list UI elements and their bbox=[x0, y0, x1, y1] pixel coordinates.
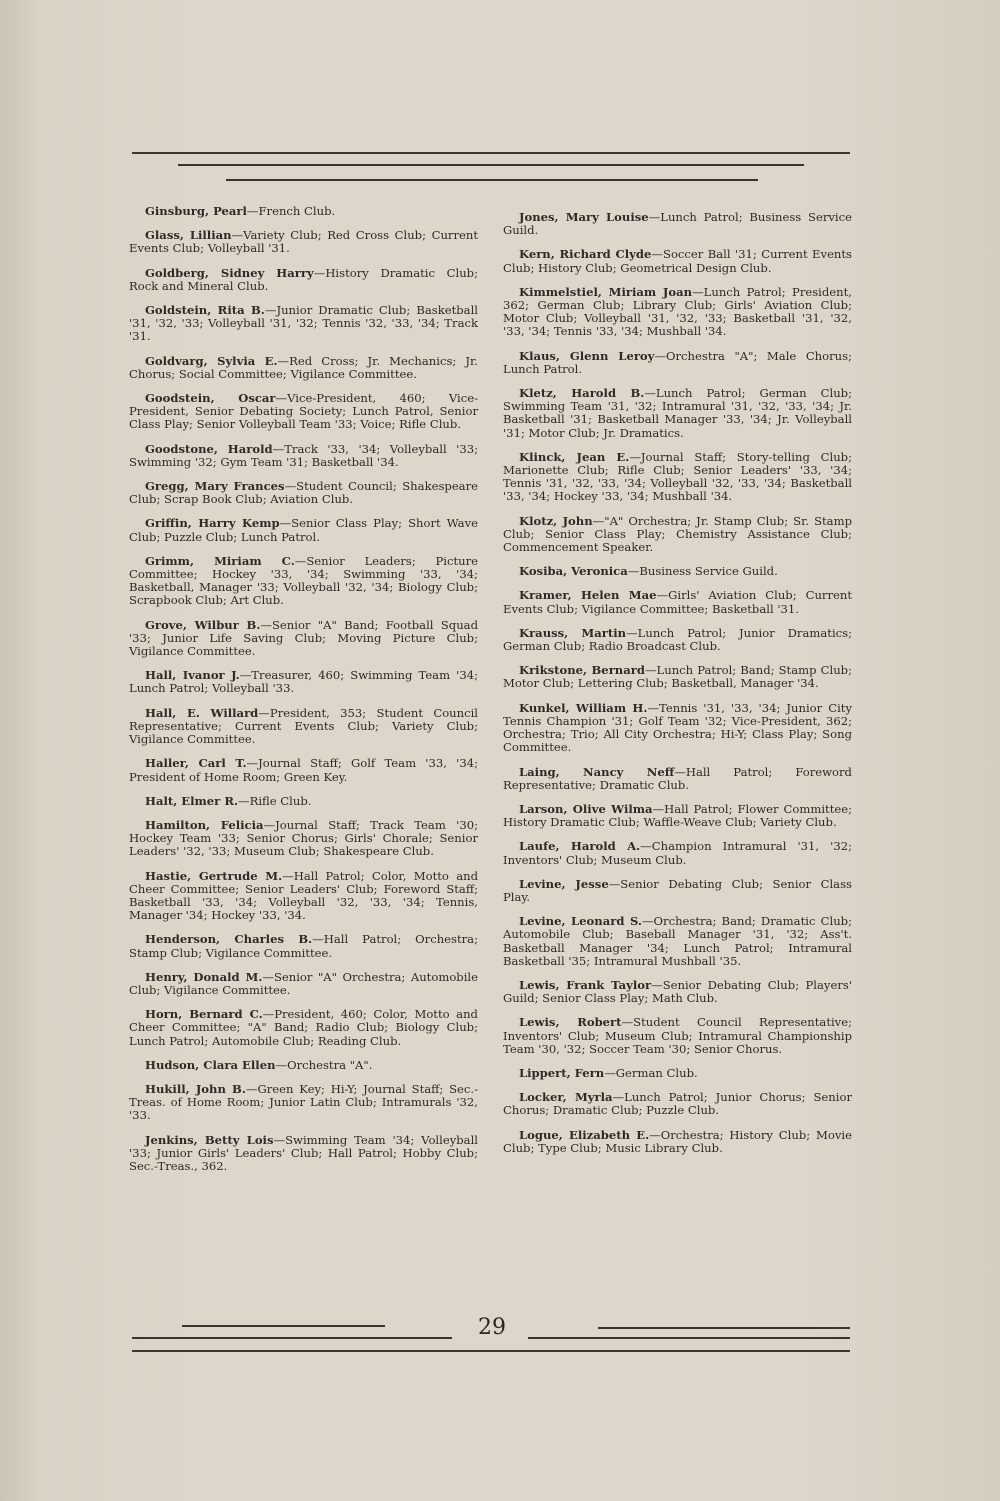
student-activities: Lunch Patrol; Junior Chorus; Senior Chorus; Dramatic Club; Puzzle Club. bbox=[503, 1090, 852, 1118]
student-activities: Soccer Ball '31; Current Events Club; History Club; Geometrical Design Club. bbox=[503, 247, 853, 275]
student-entry bbox=[129, 267, 478, 293]
entry-dash: — bbox=[647, 700, 660, 715]
student-name: Logue, Elizabeth E. bbox=[519, 1127, 650, 1142]
student-activities: Senior Debating Club; Senior Class Play. bbox=[503, 876, 852, 904]
student-activities: Lunch Patrol; Business Service Guild. bbox=[503, 210, 852, 238]
student-activities: Hall Patrol; Flower Committee; History Dramatic Club; Waffle-Weave Club; Variety Club. bbox=[503, 801, 852, 830]
bottom-rule-full bbox=[132, 1350, 850, 1352]
student-name: Lippert, Fern bbox=[519, 1065, 605, 1080]
entry-dash: — bbox=[279, 516, 292, 531]
student-name: Haller, Carl T. bbox=[145, 756, 247, 771]
student-name: Levine, Leonard S. bbox=[519, 914, 642, 929]
entry-dash: — bbox=[264, 303, 277, 318]
student-entry bbox=[129, 304, 478, 344]
student-entry bbox=[129, 707, 478, 747]
student-entry bbox=[503, 915, 852, 968]
entry-dash: — bbox=[284, 479, 297, 494]
student-activities: Senior Class Play; Short Wave Club; Puzzle Club; Lunch Patrol. bbox=[129, 516, 478, 544]
entry-dash: — bbox=[592, 513, 605, 528]
student-activities: Business Service Guild. bbox=[639, 564, 778, 579]
student-entry bbox=[129, 971, 478, 997]
student-name: Horn, Bernard C. bbox=[145, 1007, 263, 1022]
entry-dash: — bbox=[649, 1127, 661, 1142]
student-activities: Red Cross; Jr. Mechanics; Jr. Chorus; Social Committee; Vigilance Committee. bbox=[129, 353, 478, 381]
student-entry bbox=[503, 211, 852, 237]
student-name: Goodstein, Oscar bbox=[145, 391, 276, 406]
student-name: Glass, Lillian bbox=[145, 228, 232, 243]
entry-dash: — bbox=[651, 977, 663, 992]
student-activities: Hall Patrol; Color, Motto and Cheer Committee; Senior Leaders' Club; Foreword Staff; Basketball '33, '34; Volleyball '32, '33, '34; Tennis, Manager '34; Hockey '33, '34. bbox=[129, 868, 479, 923]
student-name: Halt, Elmer R. bbox=[145, 793, 238, 808]
student-name: Kern, Richard Clyde bbox=[519, 247, 652, 262]
entry-dash: — bbox=[282, 868, 294, 883]
student-activities: Track '33, '34; Volleyball '33; Swimming '32; Gym Team '31; Basketball '34. bbox=[129, 441, 478, 469]
entry-dash: — bbox=[275, 391, 288, 406]
student-entry bbox=[503, 766, 852, 792]
entry-dash: — bbox=[604, 1065, 616, 1080]
entry-dash: — bbox=[275, 1057, 288, 1072]
student-activities: Orchestra; History Club; Movie Club; Type Club; Music Library Club. bbox=[503, 1127, 852, 1155]
student-activities: President, 460; Color, Motto and Cheer Committee; "A" Band; Radio Club; Biology Club; Lunch Patrol; Automobile Club; Reading Club. bbox=[129, 1007, 478, 1048]
student-activities: Vice-President, 460; Vice-President, Senior Debating Society; Lunch Patrol, Senior Class Play; Senior Volleyball Team '33; Voice; Rifle Club. bbox=[129, 391, 478, 432]
entry-dash: — bbox=[621, 1015, 634, 1030]
student-activities: Orchestra "A". bbox=[287, 1057, 373, 1072]
entry-dash: — bbox=[629, 449, 641, 464]
student-activities: Hall Patrol; Foreword Representative; Dramatic Club. bbox=[503, 764, 852, 792]
student-name: Grimm, Miriam C. bbox=[145, 553, 295, 568]
student-activities: Orchestra; Band; Dramatic Club; Automobile Club; Baseball Manager '31, '32; Ass't. Basketball Manager '34; Lunch Patrol; Intramural Basketball '35; Intramural Mushball '35. bbox=[503, 914, 852, 968]
student-entry bbox=[503, 515, 852, 555]
top-rule-short bbox=[226, 179, 758, 181]
student-name: Gregg, Mary Frances bbox=[145, 479, 285, 494]
student-activities: Journal Staff; Track Team '30; Hockey Team '33; Senior Chorus; Girls' Chorale; Senior Leaders' '32, '33; Museum Club; Shakespeare Club. bbox=[129, 817, 479, 859]
student-name: Locker, Myrla bbox=[519, 1090, 613, 1105]
student-entry bbox=[129, 392, 478, 432]
entry-dash: — bbox=[641, 914, 654, 929]
student-entry bbox=[129, 870, 478, 923]
student-activities: Journal Staff; Golf Team '33, '34; President of Home Room; Green Key. bbox=[129, 756, 478, 784]
student-entry bbox=[129, 819, 478, 859]
student-activities: Champion Intramural '31, '32; Inventors' Club; Museum Club. bbox=[503, 839, 852, 867]
student-activities: Green Key; Hi-Y; Journal Staff; Sec.-Treas. of Home Room; Junior Latin Club; Intramurals '32, '33. bbox=[129, 1081, 478, 1123]
student-entry bbox=[503, 803, 852, 829]
student-name: Hall, E. Willard bbox=[145, 705, 259, 720]
bottom-rule-right-short bbox=[598, 1327, 850, 1329]
student-activities: Junior Dramatic Club; Basketball '31, '32, '33; Volleyball '31, '32; Tennis '32, '33, '34; Track '31. bbox=[129, 303, 478, 344]
top-rule-long bbox=[132, 152, 850, 154]
entry-dash: — bbox=[648, 210, 661, 224]
entry-dash: — bbox=[245, 1081, 258, 1096]
student-activities: History Dramatic Club; Rock and Mineral Club. bbox=[129, 265, 478, 293]
student-activities: Student Council; Shakespeare Club; Scrap Book Club; Aviation Club. bbox=[129, 479, 478, 507]
student-entry bbox=[129, 480, 478, 506]
student-entry bbox=[129, 355, 478, 381]
entry-dash: — bbox=[246, 756, 259, 771]
student-activities: Tennis '31, '33, '34; Junior City Tennis Champion '31; Golf Team '32; Vice-President, 362; Orchestra; Trio; All City Orchestra; Hi-Y; Class Play; Song Committee. bbox=[503, 700, 852, 755]
student-activities: Girls' Aviation Club; Current Events Club; Vigilance Committee; Basketball '31. bbox=[503, 588, 852, 616]
student-activities: Lunch Patrol; Junior Dramatics; German Club; Radio Broadcast Club. bbox=[503, 625, 852, 654]
student-name: Kunkel, William H. bbox=[519, 700, 648, 715]
entry-dash: — bbox=[312, 932, 324, 947]
student-name: Kramer, Helen Mae bbox=[519, 588, 657, 603]
student-entry bbox=[503, 979, 852, 1005]
student-entry bbox=[503, 286, 852, 339]
student-name: Klotz, John bbox=[519, 513, 593, 528]
entry-dash: — bbox=[231, 228, 244, 243]
entry-dash: — bbox=[239, 668, 252, 683]
left-column bbox=[129, 205, 478, 1184]
student-name: Kletz, Harold B. bbox=[519, 386, 645, 401]
entry-dash: — bbox=[651, 247, 663, 262]
student-entry bbox=[129, 795, 478, 808]
student-entry bbox=[129, 205, 478, 218]
entry-dash: — bbox=[654, 348, 666, 363]
student-name: Kosiba, Veronica bbox=[519, 564, 628, 579]
student-entry bbox=[503, 565, 852, 578]
student-entry bbox=[503, 387, 852, 440]
entry-dash: — bbox=[692, 284, 704, 299]
student-entry bbox=[129, 1059, 478, 1072]
student-name: Kimmelstiel, Miriam Joan bbox=[519, 284, 693, 299]
student-name: Hastie, Gertrude M. bbox=[145, 868, 283, 883]
student-entry bbox=[129, 517, 478, 543]
student-activities: President, 353; Student Council Representative; Current Events Club; Variety Club; Vigilance Committee. bbox=[129, 705, 479, 747]
student-entry bbox=[129, 229, 478, 255]
entry-dash: — bbox=[262, 969, 274, 984]
student-name: Jenkins, Betty Lois bbox=[145, 1132, 274, 1147]
student-name: Hukill, John B. bbox=[145, 1081, 246, 1096]
student-activities: Orchestra "A"; Male Chorus; Lunch Patrol. bbox=[503, 348, 852, 376]
student-activities: Treasurer, 460; Swimming Team '34; Lunch Patrol; Volleyball '33. bbox=[129, 668, 478, 696]
entry-dash: — bbox=[652, 801, 665, 816]
entry-dash: — bbox=[644, 663, 657, 678]
student-name: Laufe, Harold A. bbox=[519, 839, 641, 854]
bottom-rule-left bbox=[132, 1337, 452, 1339]
student-name: Goldvarg, Sylvia E. bbox=[145, 353, 278, 368]
student-entry bbox=[129, 1083, 478, 1123]
student-activities: Rifle Club. bbox=[249, 793, 312, 808]
student-name: Griffin, Harry Kemp bbox=[145, 516, 280, 531]
student-entry bbox=[503, 1129, 852, 1155]
entry-dash: — bbox=[626, 625, 638, 640]
student-name: Henry, Donald M. bbox=[145, 969, 263, 984]
student-activities: Senior "A" Orchestra; Automobile Club; Vigilance Committee. bbox=[129, 969, 478, 997]
entry-dash: — bbox=[644, 386, 656, 401]
right-column bbox=[503, 211, 852, 1166]
student-name: Ginsburg, Pearl bbox=[145, 204, 247, 218]
student-activities: Lunch Patrol; President, 362; German Club; Library Club; Girls' Aviation Club; Motor Club; Volleyball '31, '32, '33; Basketball '31, '32, '33, '34; Tennis '33, '34; Mushball '34. bbox=[503, 284, 852, 339]
bottom-rule-right bbox=[528, 1337, 850, 1339]
student-activities: Variety Club; Red Cross Club; Current Events Club; Volleyball '31. bbox=[129, 228, 478, 256]
student-entry bbox=[503, 451, 852, 504]
student-entry bbox=[503, 664, 852, 690]
student-name: Hamilton, Felicia bbox=[145, 817, 264, 832]
student-activities: Hall Patrol; Orchestra; Stamp Club; Vigilance Committee. bbox=[129, 932, 478, 960]
student-entry bbox=[503, 1016, 852, 1056]
student-name: Goldstein, Rita B. bbox=[145, 303, 265, 318]
student-name: Klinck, Jean E. bbox=[519, 449, 630, 464]
student-name: Grove, Wilbur B. bbox=[145, 617, 261, 632]
bottom-rule-left-short bbox=[182, 1325, 385, 1327]
student-name: Goldberg, Sidney Harry bbox=[145, 265, 314, 280]
entry-dash: — bbox=[258, 705, 270, 720]
student-name: Jones, Mary Louise bbox=[519, 210, 649, 224]
student-entry bbox=[129, 555, 478, 608]
entry-dash: — bbox=[612, 1090, 625, 1105]
entry-dash: — bbox=[246, 204, 259, 218]
student-entry bbox=[129, 1134, 478, 1174]
student-entry bbox=[503, 248, 852, 274]
entry-dash: — bbox=[277, 353, 290, 368]
student-entry bbox=[129, 669, 478, 695]
student-name: Krikstone, Bernard bbox=[519, 663, 645, 678]
student-activities: Senior Debating Club; Players' Guild; Senior Class Play; Math Club. bbox=[503, 977, 853, 1006]
student-activities: German Club. bbox=[615, 1065, 698, 1080]
student-name: Lewis, Frank Taylor bbox=[519, 977, 652, 992]
student-name: Lewis, Robert bbox=[519, 1015, 622, 1030]
student-entry bbox=[503, 840, 852, 866]
entry-dash: — bbox=[656, 588, 669, 603]
student-name: Levine, Jesse bbox=[519, 876, 609, 891]
student-activities: "A" Orchestra; Jr. Stamp Club; Sr. Stamp Club; Senior Class Play; Chemistry Assistance Club; Commencement Speaker. bbox=[503, 513, 852, 555]
student-entry bbox=[129, 933, 478, 959]
student-entry bbox=[503, 702, 852, 755]
entry-dash: — bbox=[313, 265, 326, 280]
student-entry bbox=[129, 619, 478, 659]
student-activities: Swimming Team '34; Volleyball '33; Junior Girls' Leaders' Club; Hall Patrol; Hobby Club; Sec.-Treas., 362. bbox=[129, 1132, 479, 1173]
student-activities: Student Council Representative; Inventors' Club; Museum Club; Intramural Championship Team '30, '32; Soccer Team '30; Senior Chorus. bbox=[503, 1015, 852, 1056]
entry-dash: — bbox=[674, 764, 686, 779]
student-entry bbox=[503, 589, 852, 615]
student-activities: Lunch Patrol; Band; Stamp Club; Motor Club; Lettering Club; Basketball, Manager '34. bbox=[503, 663, 852, 691]
student-entry bbox=[503, 1091, 852, 1117]
student-name: Hudson, Clara Ellen bbox=[145, 1057, 276, 1072]
entry-dash: — bbox=[272, 441, 285, 456]
student-entry bbox=[129, 1008, 478, 1048]
student-entry bbox=[503, 350, 852, 376]
student-activities: Lunch Patrol; German Club; Swimming Team '31, '32; Intramural '31, '32, '33, '34; Jr. Basketball '31; Basketball Manager '33, '34; Jr. Volleyball '31; Motor Club; Jr. Dramatics. bbox=[503, 386, 852, 440]
student-name: Laing, Nancy Neff bbox=[519, 764, 675, 779]
entry-dash: — bbox=[260, 617, 272, 632]
entry-dash: — bbox=[640, 839, 652, 854]
page-number: 29 bbox=[478, 1315, 506, 1340]
student-name: Goodstone, Harold bbox=[145, 441, 273, 456]
student-entry bbox=[129, 757, 478, 783]
entry-dash: — bbox=[238, 793, 250, 808]
student-entry bbox=[503, 878, 852, 904]
student-activities: French Club. bbox=[258, 204, 336, 218]
student-name: Hall, Ivanor J. bbox=[145, 668, 240, 683]
entry-dash: — bbox=[262, 1007, 275, 1022]
entry-dash: — bbox=[627, 564, 640, 579]
student-name: Krauss, Martin bbox=[519, 625, 627, 640]
student-name: Henderson, Charles B. bbox=[145, 932, 313, 947]
student-entry bbox=[503, 1067, 852, 1080]
student-activities: Senior "A" Band; Football Squad '33; Junior Life Saving Club; Moving Picture Club; Vigilance Committee. bbox=[129, 617, 479, 659]
student-entry bbox=[503, 627, 852, 653]
top-rule-middle bbox=[178, 164, 804, 166]
student-entry bbox=[129, 443, 478, 469]
student-name: Klaus, Glenn Leroy bbox=[519, 348, 655, 363]
student-activities: Senior Leaders; Picture Committee; Hockey '33, '34; Swimming '33, '34; Basketball, Manager '33; Volleyball '32, '34; Biology Club; Scrapbook Club; Art Club. bbox=[129, 553, 478, 608]
entry-dash: — bbox=[608, 876, 621, 891]
student-name: Larson, Olive Wilma bbox=[519, 801, 653, 816]
student-activities: Journal Staff; Story-telling Club; Marionette Club; Rifle Club; Senior Leaders' '33, '34; Tennis '31, '32, '33, '34; Volleyball '32, '33, '34; Basketball '33, '34; Hockey '33, '34; Mushball '34. bbox=[503, 449, 852, 504]
entry-dash: — bbox=[263, 817, 276, 832]
entry-dash: — bbox=[294, 553, 307, 568]
entry-dash: — bbox=[273, 1132, 286, 1147]
